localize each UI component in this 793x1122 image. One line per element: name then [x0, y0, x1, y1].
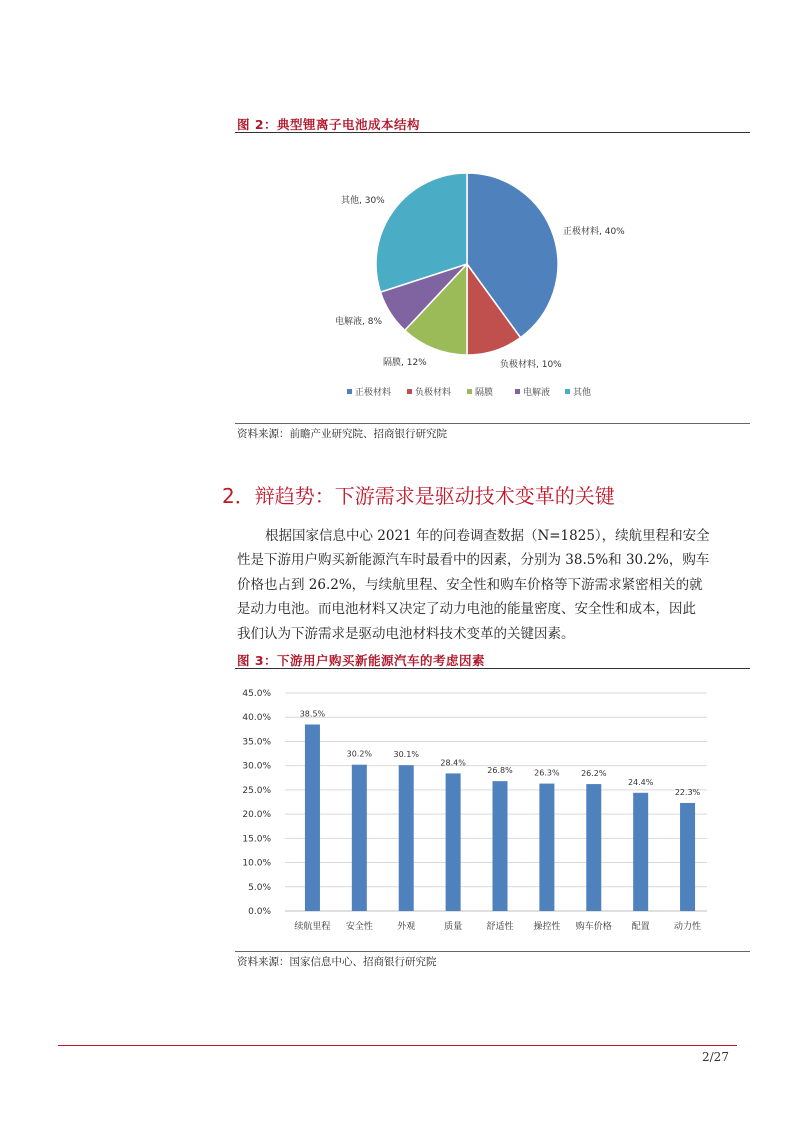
paragraph-line-5: 我们认为下游需求是驱动电池材料技术变革的关键因素。	[237, 626, 575, 642]
y-tick-3: 15.0%	[242, 834, 271, 845]
bar-data-label-5: 26.8%	[487, 766, 513, 776]
figure2-top-rule	[235, 132, 750, 133]
bar-1	[305, 724, 320, 911]
y-tick-5: 25.0%	[242, 785, 271, 796]
bar-data-label-8: 24.4%	[627, 777, 654, 787]
y-tick-7: 35.0%	[242, 737, 271, 748]
figure3-source: 资料来源：国家信息中心、招商银行研究院	[237, 956, 437, 968]
figure2-title: 图 2：典型锂离子电池成本结构	[237, 117, 421, 132]
bar-6	[539, 784, 554, 911]
legend-label-1: 正极材料	[355, 388, 392, 398]
pie-label-1: 正极材料, 40%	[563, 227, 625, 237]
y-tick-2: 10.0%	[242, 858, 271, 869]
y-tick-8: 40.0%	[242, 713, 271, 724]
bar-y-tick-labels	[242, 689, 271, 917]
legend-label-3: 隔膜	[475, 388, 494, 398]
page-number: 2/27	[702, 1050, 729, 1064]
x-tick-4: 质量	[444, 922, 463, 932]
bar-7	[586, 784, 601, 911]
legend-label-2: 负极材料	[415, 388, 452, 398]
figure3-title: 图 3：下游用户购买新能源汽车的考虑因素	[237, 653, 486, 668]
x-tick-2: 安全性	[345, 922, 373, 932]
bar-3	[399, 765, 414, 911]
footer-rule	[58, 1045, 737, 1046]
bar-data-label-7: 26.2%	[581, 769, 607, 779]
paragraph-line-1: 根据国家信息中心 2021 年的问卷调查数据（N=1825），续航里程和安全	[265, 528, 710, 544]
y-tick-9: 45.0%	[242, 689, 271, 699]
figure2-source: 资料来源：前瞻产业研究院、招商银行研究院	[237, 428, 447, 440]
paragraph-line-3: 价格也占到 26.2%，与续航里程、安全性和购车价格等下游需求紧密相关的就	[237, 577, 703, 593]
bar-8	[633, 793, 648, 911]
legend-label-4: 电解液	[523, 388, 551, 398]
figure3-top-rule	[235, 668, 750, 669]
bar-data-label-6: 26.3%	[534, 768, 560, 778]
bar-data-label-4: 28.4%	[440, 758, 466, 768]
pie-label-4: 电解液, 8%	[335, 317, 382, 327]
bar-2	[352, 765, 367, 911]
y-tick-6: 30.0%	[242, 761, 271, 772]
x-tick-3: 外观	[397, 922, 416, 932]
paragraph-line-4: 是动力电池。而电池材料又决定了动力电池的能量密度、安全性和成本，因此	[237, 601, 696, 617]
bar-chart	[235, 675, 750, 945]
pie-slices	[376, 173, 558, 355]
legend-swatch-4	[515, 389, 520, 394]
x-tick-7: 购车价格	[575, 922, 612, 932]
section-heading: 2．辩趋势：下游需求是驱动技术变革的关键	[222, 484, 615, 508]
y-tick-1: 5.0%	[248, 882, 271, 893]
bar-data-label-3: 30.1%	[393, 750, 419, 760]
y-tick-4: 20.0%	[242, 810, 271, 821]
pie-label-5: 其他, 30%	[341, 196, 385, 206]
x-tick-1: 续航里程	[294, 922, 331, 932]
pie-label-3: 隔膜, 12%	[383, 358, 427, 368]
pie-chart	[235, 135, 750, 420]
bar-x-tick-labels	[294, 920, 701, 932]
x-tick-9: 动力性	[674, 922, 702, 932]
bar-5	[493, 781, 508, 911]
bar-data-label-2: 30.2%	[346, 749, 373, 759]
x-tick-8: 配置	[631, 922, 650, 932]
x-tick-6: 操控性	[533, 922, 561, 932]
bar-9	[680, 803, 695, 911]
figure2-bottom-rule	[235, 423, 750, 424]
paragraph-line-2: 性是下游用户购买新能源汽车时最看中的因素，分别为 38.5%和 30.2%，购车	[237, 552, 710, 568]
x-tick-5: 舒适性	[486, 922, 514, 932]
figure3-bottom-rule	[235, 951, 750, 952]
bar-data-label-1: 38.5%	[299, 709, 326, 719]
pie-label-2: 负极材料, 10%	[500, 360, 562, 370]
legend-swatch-3	[467, 389, 472, 394]
y-tick-0: 0.0%	[248, 907, 271, 917]
pie-legend	[347, 386, 591, 398]
legend-swatch-5	[565, 389, 570, 394]
legend-label-5: 其他	[573, 388, 592, 398]
bar-4	[446, 773, 461, 911]
legend-swatch-1	[347, 389, 352, 394]
legend-swatch-2	[407, 389, 412, 394]
bar-data-label-9: 22.3%	[674, 787, 701, 797]
